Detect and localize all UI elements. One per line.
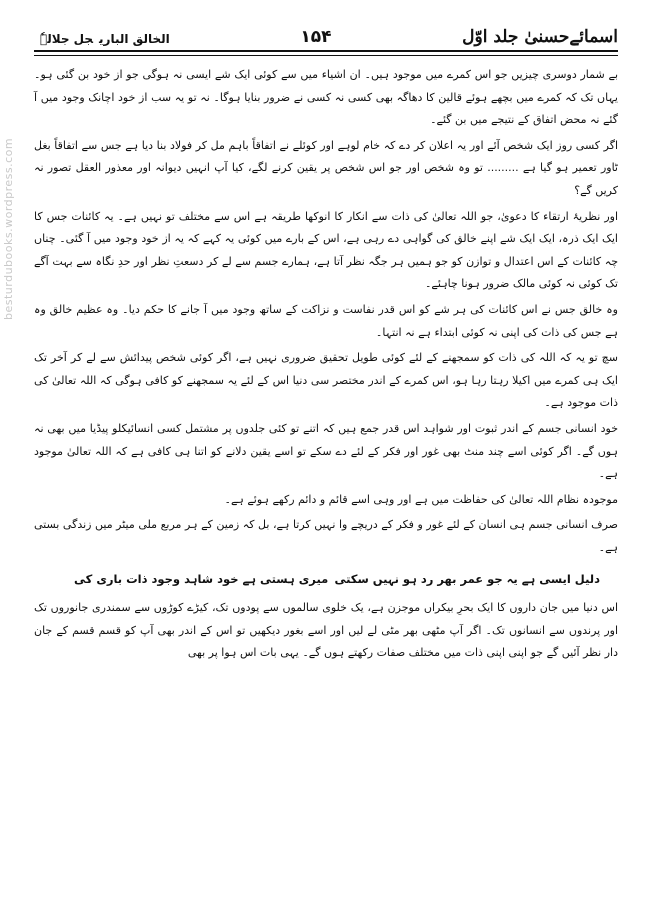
paragraph-3: اور نظریۂ ارتقاء کا دعویٰ، جو اللہ تعالیٰ کی ذات سے انکار کا انوکھا طریقہ ہے اس سے مختلف تو نہیں ہے۔ یہ کائنات جس کا ایک ایک ذرہ، ایک ایک شے اپنے خالق کی گواہی دے رہی ہے، اس کے بارے میں کوئی یہ کہے کہ یہ از خود وجود میں آ گئی۔ چناں چہ کائنات کے اس اعتدال و توازن کو جو ہمیں ہر جگہ نظر آتا ہے، ہمارے جسم سے لے کر دسعتِ نظر اور حدِ نگاہ سے بہت آگے تک کوئی نہ کوئی مالک ضرور ہونا چاہئے۔ <box>34 209 618 291</box>
verse-couplet <box>34 562 618 597</box>
paragraph-1: بے شمار دوسری چیزیں جو اس کمرے میں موجود ہیں۔ ان اشیاء میں سے کوئی ایک شے ایسی نہ ہوگی جو از خود بن گئی ہو۔ یہاں تک کہ کمرے میں بچھے ہوئے قالین کا دھاگہ بھی کسی نہ کسی نے ضرور بنایا ہوگا۔ نہ تو یہ سب از خود اچانک وجود میں آ گئے نہ محض اتفاق کے نتیجے میں بن گئے۔ <box>34 68 618 127</box>
paragraph-2: اگر کسی روز ایک شخص آئے اور یہ اعلان کر دے کہ خام لوہے اور کوئلے نے اتفاقاً باہم مل کر فولاد بنا دیا ہے جس سے اتفاقاً بغل ٹاور تعمیر ہو گیا ہے ......... تو وہ شخص اور جو اس شخص پر یقین کرنے لگے، کیا آپ انہیں دیوانہ اور معذور العقل تصور نہ کریں گے؟ <box>34 138 618 197</box>
running-head-suffix: جل جلالہٗ <box>40 32 94 46</box>
running-head-title: الخالق الباری <box>99 32 170 46</box>
paragraph-6: خود انسانی جسم کے اندر ثبوت اور شواہد اس قدر جمع ہیں کہ اتنے تو کئی جلدوں پر مشتمل کسی انسائیکلو پیڈیا میں بھی نہ ہوں گے۔ اگر کوئی اسے چند منٹ بھی غور اور فکر کے لئے دے سکے تو اسے یقین دلانے کو اتنا ہی کافی ہے کہ اللہ تعالیٰ موجود ہے۔ <box>34 421 618 481</box>
paragraph-7: موجودہ نظام اللہ تعالیٰ کی حفاظت میں ہے اور وہی اسے قائم و دائم رکھے ہوئے ہے۔ <box>224 492 618 506</box>
book-page <box>34 20 618 892</box>
page-number: ۱۵۴ <box>300 27 332 47</box>
paragraph-4: وہ خالق جس نے اس کائنات کی ہر شے کو اس قدر نفاست و نزاکت کے ساتھ وجود میں آ جانے کا حکم دیا۔ وہ عظیم خالق وہ ہے جس کی ذات کی اپنی نہ کوئی ابتداء ہے نہ انتہا۔ <box>34 302 618 339</box>
running-head <box>34 32 170 50</box>
page-body <box>34 64 618 665</box>
page-header <box>34 20 618 52</box>
verse-right-hemistich: دلیل ایسی ہے یہ جو عمر بھر رد ہو نہیں سکتی <box>334 572 600 587</box>
header-rule <box>34 52 618 56</box>
paragraph-5: سچ تو یہ کہ اللہ کی ذات کو سمجھنے کے لئے کوئی طویل تحقیق ضروری نہیں ہے، اگر کوئی شخص پیدائش سے لے کر آخر تک ایک ہی کمرے میں اکیلا رہتا رہا ہو، اس کمرے کے اندر مختصر سی دنیا اس کے لئے یہ سمجھنے کو کافی ہوگی کہ اللہ تعالیٰ کی ذات موجود ہے۔ <box>34 351 618 410</box>
closing-paragraph: اس دنیا میں جان داروں کا ایک بحرِ بیکراں موجزن ہے، یک خلوی سالموں سے پودوں تک، کیڑے کوڑوں سے سمندری جانوروں تک اور پرندوں سے انسانوں تک۔ اگر آپ مٹھی بھر مٹی لے لیں اور اسے بغور دیکھیں تو اس کے اندر بھی آپ کو قسم قسم کے جان دار نظر آئیں گے جو اپنی اپنی ذات میں مختلف صفات رکھتے ہوں گے۔ یہی بات اس ہوا پر بھی <box>34 601 618 660</box>
watermark: besturdubooks.wordpress.com <box>2 137 15 320</box>
book-title: اسمائےحسنیٰ جلد اوّل <box>462 27 618 47</box>
verse-left-hemistich: میری ہستی ہے خود شاہد وجود ذات باری کی <box>74 572 329 587</box>
paragraph-8: صرف انسانی جسم ہی انسان کے لئے غور و فکر کے دریچے وا نہیں کرتا ہے، بل کہ زمین کے ہر مربع ملی میٹر میں زندگی بستی ہے۔ <box>34 518 618 554</box>
